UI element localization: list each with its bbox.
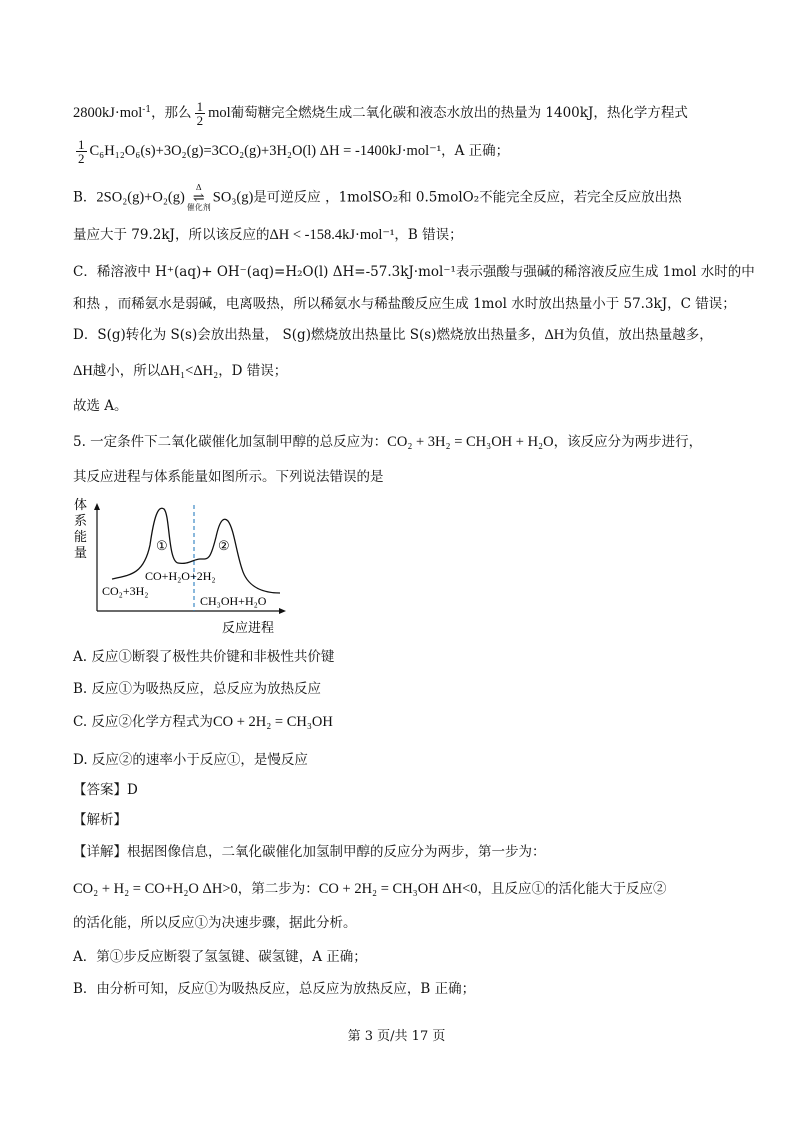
text: 是可逆反应 ，1molSO₂和 0.5molO₂不能完全反应，若完全反应放出热	[253, 189, 682, 206]
text: 5. 一定条件下二氧化碳催化加氢制甲醇的总反应为：	[73, 434, 388, 450]
text-line-7	[73, 326, 713, 344]
option-b: B. 反应①为吸热反应，总反应为放热反应	[73, 681, 322, 697]
y-axis-arrow	[94, 503, 100, 510]
text-line-4	[73, 226, 463, 244]
y-axis-label-char: 量	[74, 545, 88, 560]
question-5-stem-2: 其反应进程与体系能量如图所示。下列说法错误的是	[73, 469, 384, 485]
text-line-9: 故选 A。	[73, 398, 128, 414]
text-line-1	[73, 100, 688, 127]
answer: 【答案】D	[73, 782, 138, 798]
species-end: CH₃OH+H₂O	[200, 594, 267, 608]
y-axis-label-char: 体	[74, 497, 88, 512]
text: D．S(g)转化为 S(s)会放出热量， S(g)燃烧放出热量比 S(s)燃烧放出热量多，	[73, 327, 545, 343]
text: 为负值，放出热量越多，	[564, 327, 713, 343]
peak-2-label: ②	[218, 538, 230, 553]
page-footer: 第 3 页/共 17 页	[347, 1029, 446, 1044]
explanation-b: B．由分析可知，反应①为吸热反应，总反应为放热反应，B 正确；	[73, 981, 476, 997]
delta-h: ΔH	[544, 327, 565, 343]
fraction-half: $\frac{1}{2}$	[196, 99, 204, 128]
text: ，且反应①的活化能大于反应②	[477, 881, 667, 897]
text: ，那么	[151, 105, 192, 121]
option-label: B．	[73, 189, 97, 206]
inequality: ΔH₁<ΔH₂	[160, 363, 219, 379]
equation-left: 2SO₂(g)+O₂(g)	[96, 189, 185, 206]
step-2-equation: CO + 2H₂ = CH₃OH ΔH<0	[318, 881, 478, 897]
text: ，B 错误；	[394, 227, 463, 243]
option-a: A. 反应①断裂了极性共价键和非极性共价键	[73, 649, 335, 665]
fraction-half: $\frac{1}{2}$	[78, 137, 85, 166]
inequality: ΔH < -158.4kJ·mol⁻¹	[269, 227, 395, 243]
text-line-3	[73, 184, 682, 212]
analysis-heading: 【解析】	[73, 812, 127, 828]
text: 越小，所以	[92, 363, 161, 379]
equation-right: SO₃(g)	[212, 189, 254, 206]
equation: CO + 2H₂ = CH₃OH	[212, 714, 333, 730]
reversible-arrow: Δ ⇌ 催化剂	[186, 183, 211, 212]
exponent: -1	[142, 105, 152, 115]
text-line-5: C．稀溶液中 H⁺(aq)+ OH⁻(aq)=H₂O(l) ΔH=-57.3kJ·mol⁻¹表示强酸与强碱的稀溶液反应生成 1mol 水时的中	[73, 264, 755, 280]
x-axis-arrow	[279, 608, 286, 614]
energy-value: 2800kJ·mol	[73, 105, 143, 121]
y-axis-label-char: 系	[74, 513, 88, 528]
option-c	[73, 713, 333, 731]
unit-mol: mol	[208, 105, 231, 121]
y-axis-label-char: 能	[74, 529, 88, 544]
text: ，第二步为：	[237, 881, 319, 897]
step-1-equation: CO₂ + H₂ = CO+H₂O ΔH>0	[73, 881, 238, 897]
text: ，D 错误；	[218, 363, 288, 379]
peak-1-label: ①	[156, 538, 168, 553]
text: 葡萄糖完全燃烧生成二氧化碳和液态水放出的热量为 1400kJ，热化学方程式	[230, 105, 688, 121]
detail-line-1: 【详解】根据图像信息，二氧化碳催化加氢制甲醇的反应分为两步，第一步为：	[73, 844, 546, 860]
text: ，A 正确；	[441, 143, 510, 159]
option-d: D. 反应②的速率小于反应①，是慢反应	[73, 752, 308, 768]
question-5-stem	[73, 433, 702, 451]
total-reaction-equation: CO₂ + 3H₂ = CH₃OH + H₂O	[387, 434, 554, 450]
text: C. 反应②化学方程式为	[73, 714, 213, 730]
text-line-2	[73, 138, 509, 165]
detail-line-3: 的活化能，所以反应①为决速步骤，据此分析。	[73, 915, 357, 931]
detail-line-2	[73, 880, 667, 898]
text: ，该反应分为两步进行，	[553, 434, 703, 450]
thermochemical-equation: C₆H₁₂O₆(s)+3O₂(g)=3CO₂(g)+3H₂O(l) ΔH = -1400kJ·mol⁻¹	[89, 143, 442, 159]
explanation-a: A．第①步反应断裂了氢氢键、碳氢键，A 正确；	[73, 949, 367, 965]
text-line-6: 和热 ，而稀氨水是弱碱，电离吸热，所以稀氨水与稀盐酸反应生成 1mol 水时放出热量小于 57.3kJ，C 错误；	[73, 296, 736, 312]
x-axis-label: 反应进程	[222, 620, 275, 635]
delta-h: ΔH	[73, 363, 93, 379]
energy-diagram	[70, 495, 290, 640]
species-intermediate: CO+H₂O+2H₂	[145, 569, 216, 583]
species-start: CO₂+3H₂	[102, 584, 149, 598]
text-line-8	[73, 362, 287, 380]
text: 量应大于 79.2kJ，所以该反应的	[73, 227, 270, 243]
